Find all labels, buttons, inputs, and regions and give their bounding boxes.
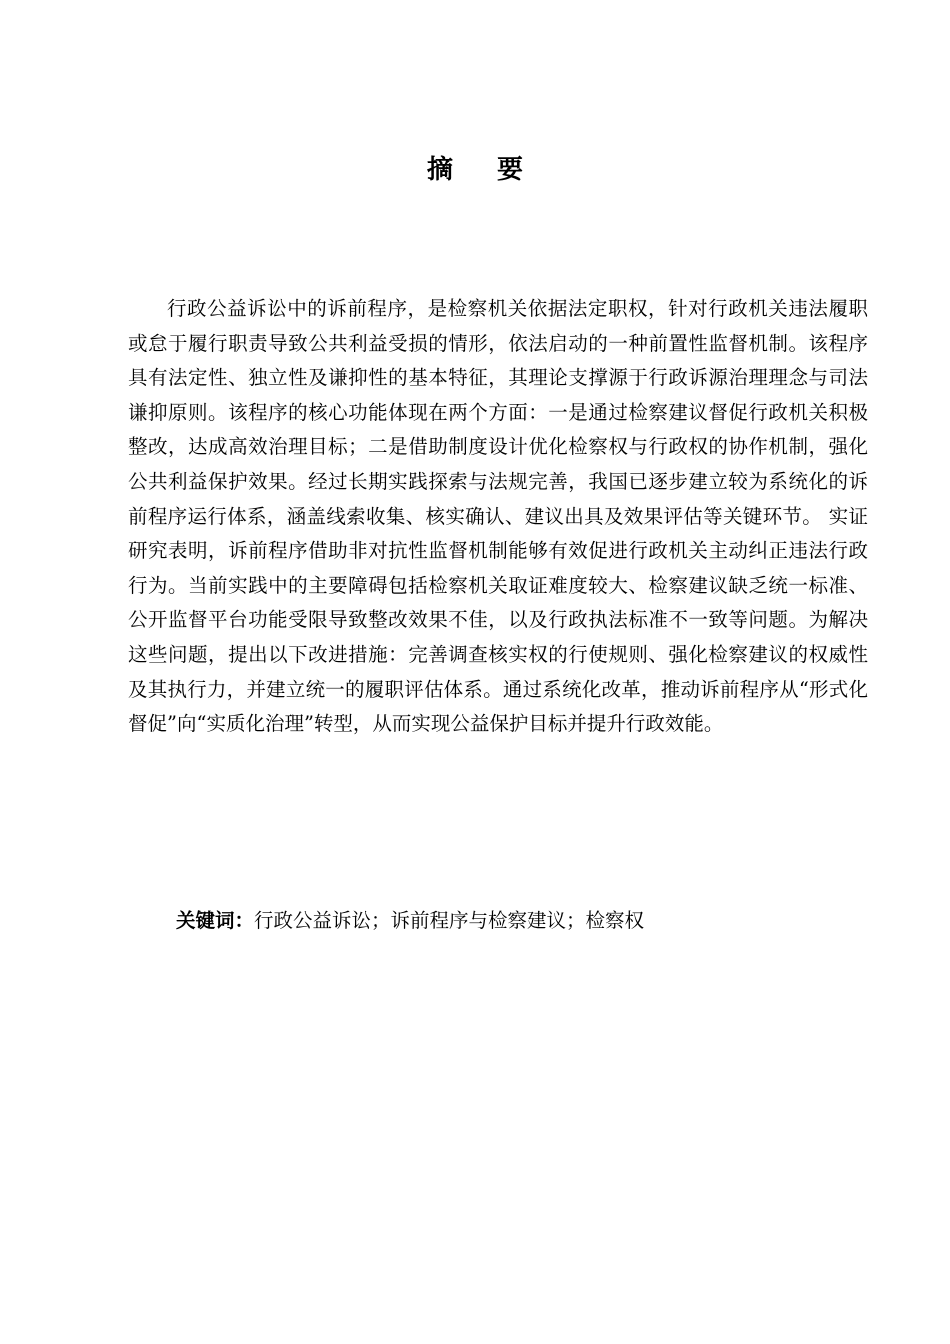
abstract-title: 摘要 (426, 155, 567, 185)
keywords-text: 行政公益诉讼；诉前程序与检察建议；检察权 (254, 909, 645, 932)
abstract-body: 行政公益诉讼中的诉前程序，是检察机关依据法定职权，针对行政机关违法履职或怠于履行职责导致公共利益受损的情形，依法启动的一种前置性监督机制。该程序具有法定性、独立性及谦抑性的基本特征，其理论支撑源于行政诉源治理理念与司法谦抑原则。该程序的核心功能体现在两个方面：一是通过检察建议督促行政机关积极整改，达成高效治理目标；二是借助制度设计优化检察权与行政权的协作机制，强化公共利益保护效果。经过长期实践探索与法规完善，我国已逐步建立较为系统化的诉前程序运行体系，涵盖线索收集、核实确认、建议出具及效果评估等关键环节。 实证研究表明，诉前程序借助非对抗性监督机制能够有效促进行政机关主动纠正违法行政行为。当前实践中的主要障碍包括检察机关取证难度较大、检察建议缺乏统一标准、公开监督平台功能受限导致整改效果不佳，以及行政执法标准不一致等问题。为解决这些问题，提出以下改进措施：完善调查核实权的行使规则、强化检察建议的权威性及其执行力，并建立统一的履职评估体系。通过系统化改革，推动诉前程序从“形式化督促”向“实质化治理”转型，从而实现公益保护目标并提升行政效能。 (128, 297, 868, 736)
keywords-label: 关键词： (176, 909, 255, 932)
keywords-line (176, 904, 876, 938)
